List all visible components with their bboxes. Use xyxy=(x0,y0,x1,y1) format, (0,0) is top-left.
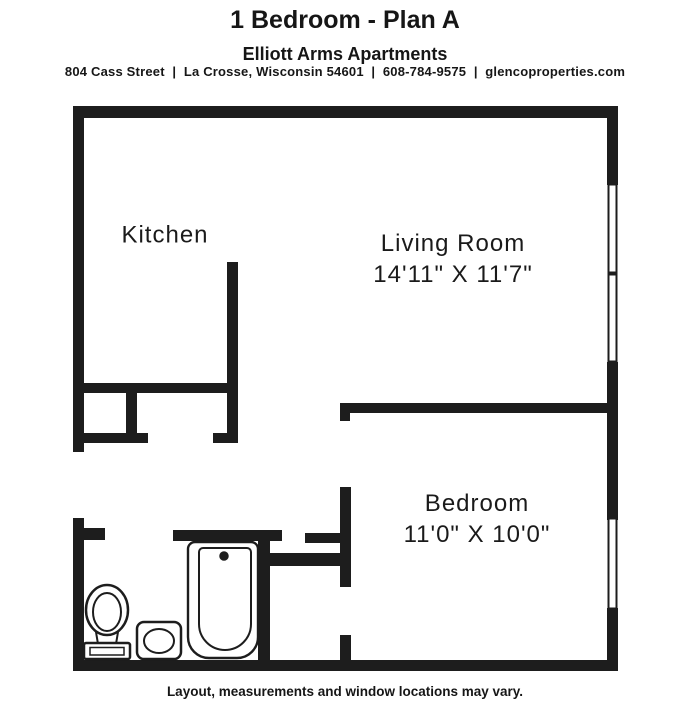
wall-left-lower xyxy=(73,518,84,671)
wall-top xyxy=(75,106,618,118)
wall-bathroom-right xyxy=(258,530,270,664)
living-room-window-1 xyxy=(609,185,617,273)
toilet-bowl-inner-icon xyxy=(93,593,121,631)
page-title: 1 Bedroom - Plan A xyxy=(230,6,460,34)
bedroom-window xyxy=(609,519,617,609)
living-room-label: Living Room xyxy=(380,230,526,257)
wall-right-upper xyxy=(607,106,618,185)
wall-bedroom-left-upper xyxy=(340,487,351,587)
wall-bedroom-closet-top xyxy=(258,553,351,566)
wall-bedroom-door-jamb xyxy=(340,403,350,421)
wall-kitchen-right xyxy=(227,262,238,443)
wall-bedroom-top xyxy=(340,403,617,413)
bedroom-label-block xyxy=(404,488,551,550)
bedroom-dimensions: 11'0" X 10'0" xyxy=(403,521,551,548)
bathtub-inner-icon xyxy=(199,548,251,650)
wall-kitchen-bottom xyxy=(75,383,238,393)
toilet-tank-inner-icon xyxy=(90,648,124,656)
living-room-dimensions: 14'11" X 11'7" xyxy=(373,261,533,288)
disclaimer-text: Layout, measurements and window locations may vary. xyxy=(166,684,524,699)
wall-right-middle xyxy=(607,362,618,520)
wall-bedroom-left-lower xyxy=(340,635,351,664)
wall-closet-bottom xyxy=(73,433,148,443)
bathtub-drain-icon xyxy=(219,551,230,562)
wall-bathroom-top-stub xyxy=(73,528,105,540)
sink-basin-icon xyxy=(144,629,174,653)
property-name: Elliott Arms Apartments xyxy=(242,44,448,64)
address-line: 804 Cass Street | La Crosse, Wisconsin 54601 | 608-784-9575 | glencoproperties.com xyxy=(64,64,626,79)
living-room-window-2 xyxy=(609,275,617,362)
bedroom-label: Bedroom xyxy=(424,490,530,517)
wall-left-upper xyxy=(73,106,84,452)
wall-right-lower xyxy=(607,608,618,671)
wall-kitchen-right-foot xyxy=(213,433,238,443)
kitchen-label: Kitchen xyxy=(121,221,209,249)
living-room-label-block xyxy=(373,228,532,290)
